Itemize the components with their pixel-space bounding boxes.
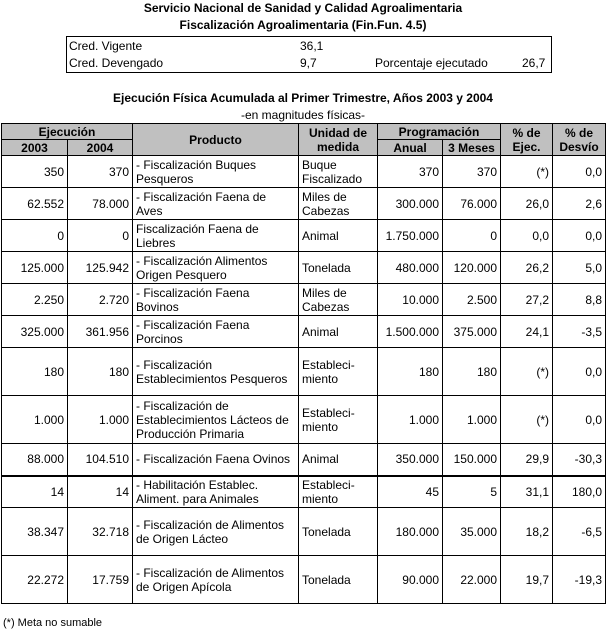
cell-pct-desvio: 0,0 (553, 220, 606, 252)
cell-producto: - Fiscalización Buques Pesqueros (133, 156, 299, 188)
cell-3-meses: 120.000 (443, 252, 501, 284)
cell-2004: 14 (68, 476, 133, 508)
cell-anual: 180 (378, 348, 443, 396)
cell-pct-ejec: 24,1 (501, 316, 553, 348)
cell-anual: 90.000 (378, 556, 443, 604)
cell-producto: - Fiscalización Faena de Aves (133, 188, 299, 220)
cell-anual: 1.500.000 (378, 316, 443, 348)
cell-unidad: Estableci-miento (299, 476, 378, 508)
cell-anual: 45 (378, 476, 443, 508)
cell-unidad: Tonelada (299, 508, 378, 556)
footnote: (*) Meta no sumable (3, 617, 103, 629)
cell-2003: 62.552 (2, 188, 68, 220)
cell-pct-ejec: 27,2 (501, 284, 553, 316)
cell-3-meses: 375.000 (443, 316, 501, 348)
cell-pct-ejec: 31,1 (501, 476, 553, 508)
cell-pct-desvio: -3,5 (553, 316, 606, 348)
cell-pct-desvio: -30,3 (553, 444, 606, 476)
cell-2003: 88.000 (2, 444, 68, 476)
cell-pct-ejec: (*) (501, 348, 553, 396)
table-row (2, 188, 606, 220)
cell-anual: 300.000 (378, 188, 443, 220)
cell-2003: 350 (2, 156, 68, 188)
cell-unidad: Buque Fiscalizado (299, 156, 378, 188)
cell-3-meses: 2.500 (443, 284, 501, 316)
cell-pct-ejec: 29,9 (501, 444, 553, 476)
report-title: Servicio Nacional de Sanidad y Calidad Agroalimentaria (143, 1, 463, 15)
cell-3-meses: 180 (443, 348, 501, 396)
header-programacion: Programación (378, 124, 501, 140)
cell-anual: 480.000 (378, 252, 443, 284)
cell-anual: 1.750.000 (378, 220, 443, 252)
cell-pct-ejec: 0,0 (501, 220, 553, 252)
table-heading: Ejecución Física Acumulada al Primer Trimestre, Años 2003 y 2004 (113, 91, 493, 105)
cred-vigente-label: Cred. Vigente (69, 39, 143, 53)
report-subtitle: Fiscalización Agroalimentaria (Fin.Fun. 4.5) (179, 18, 427, 32)
cell-3-meses: 0 (443, 220, 501, 252)
cell-unidad: Miles de Cabezas (299, 284, 378, 316)
table-row (2, 444, 606, 476)
cell-unidad: Tonelada (299, 252, 378, 284)
cell-producto: - Fiscalización Faena Ovinos (133, 444, 299, 476)
cell-pct-desvio: 0,0 (553, 348, 606, 396)
cell-producto: Fiscalización Faena de Liebres (133, 220, 299, 252)
cell-2003: 0 (2, 220, 68, 252)
cell-3-meses: 1.000 (443, 396, 501, 444)
cell-2003: 2.250 (2, 284, 68, 316)
cred-devengado-value: 9,7 (300, 56, 317, 70)
cell-pct-desvio: 2,6 (553, 188, 606, 220)
cred-devengado-label: Cred. Devengado (69, 56, 164, 70)
cell-producto: - Fiscalización de Alimentos de Origen Apícola (133, 556, 299, 604)
header-producto: Producto (133, 124, 299, 156)
cell-pct-desvio: -19,3 (553, 556, 606, 604)
cell-producto: - Fiscalización de Establecimientos Lácteos de Producción Primaria (133, 396, 299, 444)
cell-producto: - Fiscalización Establecimientos Pesqueros (133, 348, 299, 396)
cell-pct-desvio: 0,0 (553, 156, 606, 188)
cell-2004: 125.942 (68, 252, 133, 284)
cell-2004: 104.510 (68, 444, 133, 476)
cell-2003: 325.000 (2, 316, 68, 348)
cell-2004: 370 (68, 156, 133, 188)
credit-summary-box (66, 36, 552, 73)
table-row (2, 284, 606, 316)
cell-unidad: Animal (299, 316, 378, 348)
table-row (2, 556, 606, 604)
cell-3-meses: 22.000 (443, 556, 501, 604)
cell-unidad: Animal (299, 444, 378, 476)
cell-pct-ejec: 19,7 (501, 556, 553, 604)
cell-3-meses: 5 (443, 476, 501, 508)
cell-3-meses: 150.000 (443, 444, 501, 476)
cell-2004: 0 (68, 220, 133, 252)
cell-2004: 180 (68, 348, 133, 396)
cell-producto: - Fiscalización Faena Bovinos (133, 284, 299, 316)
table-row (2, 220, 606, 252)
cell-pct-desvio: 8,8 (553, 284, 606, 316)
cell-2003: 1.000 (2, 396, 68, 444)
cell-2004: 32.718 (68, 508, 133, 556)
cell-producto: - Fiscalización Faena Porcinos (133, 316, 299, 348)
header-pct-desvio: % de Desvío (553, 124, 606, 156)
cell-producto: - Fiscalización de Alimentos de Origen Lácteo (133, 508, 299, 556)
cell-unidad: Animal (299, 220, 378, 252)
header-unidad: Unidad de medida (299, 124, 378, 156)
cell-2004: 1.000 (68, 396, 133, 444)
cell-anual: 180.000 (378, 508, 443, 556)
cell-3-meses: 35.000 (443, 508, 501, 556)
cell-2004: 361.956 (68, 316, 133, 348)
cell-unidad: Estableci-miento (299, 396, 378, 444)
table-row (2, 348, 606, 396)
table-row (2, 508, 606, 556)
cred-vigente-value: 36,1 (300, 39, 324, 53)
cell-2003: 125.000 (2, 252, 68, 284)
execution-table (1, 123, 606, 604)
header-3-meses: 3 Meses (443, 140, 501, 156)
header-anual: Anual (378, 140, 443, 156)
cell-2004: 17.759 (68, 556, 133, 604)
cell-producto: - Fiscalización Alimentos Origen Pesquero (133, 252, 299, 284)
porcentaje-label: Porcentaje ejecutado (375, 56, 488, 70)
cell-anual: 1.000 (378, 396, 443, 444)
cell-pct-ejec: (*) (501, 396, 553, 444)
table-row (2, 156, 606, 188)
cell-2003: 38.347 (2, 508, 68, 556)
cell-anual: 350.000 (378, 444, 443, 476)
cell-2004: 78.000 (68, 188, 133, 220)
cell-pct-desvio: -6,5 (553, 508, 606, 556)
table-row (2, 396, 606, 444)
header-2003: 2003 (2, 140, 68, 156)
header-ejecucion: Ejecución (2, 124, 133, 140)
table-row (2, 316, 606, 348)
cell-pct-desvio: 0,0 (553, 396, 606, 444)
cell-pct-ejec: 26,2 (501, 252, 553, 284)
table-row (2, 252, 606, 284)
cell-producto: - Habilitación Establec. Aliment. para Animales (133, 476, 299, 508)
cell-anual: 370 (378, 156, 443, 188)
header-pct-ejec: % de Ejec. (501, 124, 553, 156)
cell-2003: 14 (2, 476, 68, 508)
cell-pct-ejec: (*) (501, 156, 553, 188)
table-row (2, 476, 606, 508)
cell-pct-desvio: 5,0 (553, 252, 606, 284)
cell-pct-desvio: 180,0 (553, 476, 606, 508)
cell-pct-ejec: 18,2 (501, 508, 553, 556)
cell-anual: 10.000 (378, 284, 443, 316)
header-2004: 2004 (68, 140, 133, 156)
cell-2003: 180 (2, 348, 68, 396)
cell-pct-ejec: 26,0 (501, 188, 553, 220)
cell-3-meses: 76.000 (443, 188, 501, 220)
cell-unidad: Estableci-miento (299, 348, 378, 396)
porcentaje-value: 26,7 (522, 56, 546, 70)
cell-unidad: Tonelada (299, 556, 378, 604)
cell-3-meses: 370 (443, 156, 501, 188)
cell-2004: 2.720 (68, 284, 133, 316)
cell-2003: 22.272 (2, 556, 68, 604)
table-subheading: -en magnitudes físicas- (240, 108, 366, 122)
cell-unidad: Miles de Cabezas (299, 188, 378, 220)
